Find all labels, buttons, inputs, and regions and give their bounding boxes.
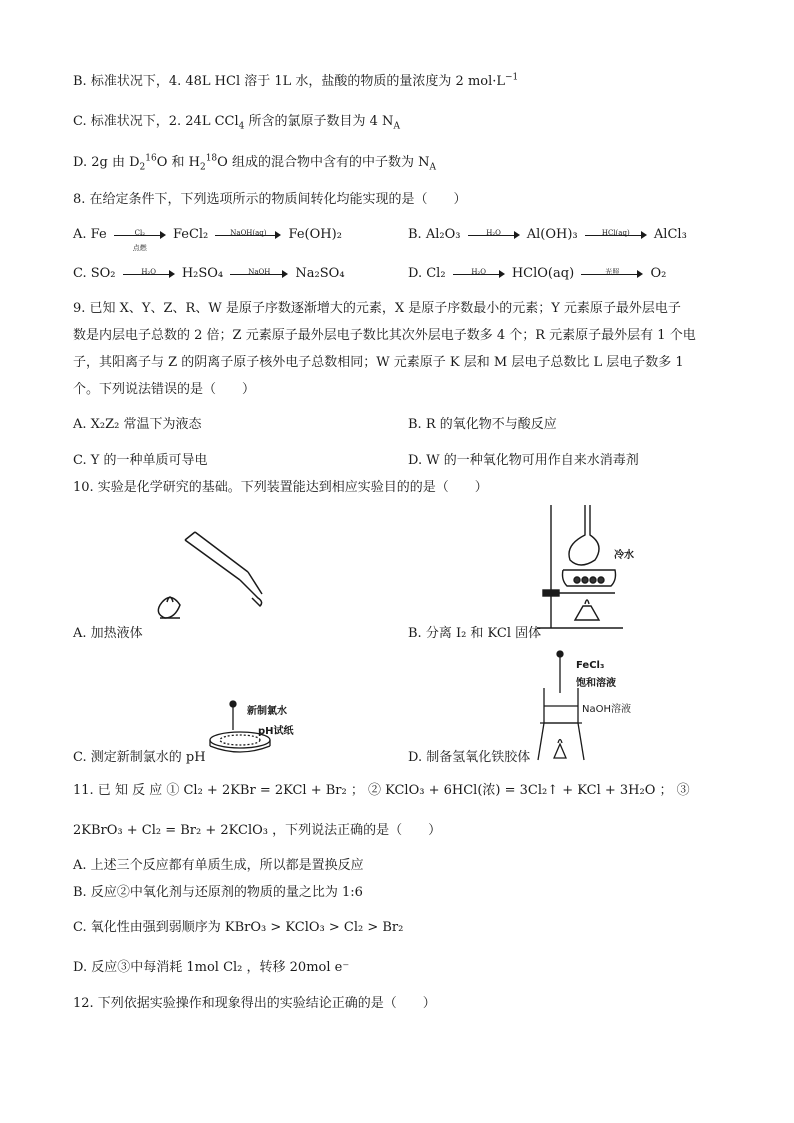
q8-option-a: A. Fe Cl₂ 点燃 FeCl₂ NaOH(aq) Fe(OH)₂ [73,227,342,252]
q10-option-b: B. 分离 I₂ 和 KCl 固体 [408,626,542,641]
reaction-arrow: H₂O [453,267,505,281]
label-fecl3: FeCl₃ [576,660,605,671]
q9-option-a: A. X₂Z₂ 常温下为液态 [73,417,202,432]
q11-stem-line-2: 2KBrO₃ + Cl₂ = Br₂ + 2KClO₃ ，下列说法正确的是（ ） [73,823,442,838]
q7-option-d: D. 2g 由 $D_2^{16}O$ 和 $H_2^{18}O$ 组成的混合物中含有的中子数为 $N_A$ [73,153,436,173]
q9-stem-line-1: 9. 已知 X、Y、Z、R、W 是原子序数逐渐增大的元素，X 是原子序数最小的元素；Y 元素原子最外层电子 [73,301,681,316]
label-naoh-solution: NaOH溶液 [582,704,631,715]
q8-option-c: C. SO₂ H₂O H₂SO₄ NaOH Na₂SO₄ [73,266,345,281]
q7-option-c: C. 标准状况下，2. 24L CCl$_4$ 所含的氯原子数目为 4 $N_A$ [73,114,400,132]
q10-option-c: C. 测定新制氯水的 pH [73,750,206,765]
reaction-arrow: H₂O [123,267,175,281]
q10-stem: 10. 实验是化学研究的基础。下列装置能达到相应实验目的的是（ ） [73,480,488,495]
reaction-arrow: NaOH [230,267,288,281]
reaction-arrow: NaOH(aq) [215,228,281,242]
q9-option-c: C. Y 的一种单质可导电 [73,453,208,468]
q9-option-d: D. W 的一种氧化物可用作自来水消毒剂 [408,453,639,468]
q10-option-a: A. 加热液体 [73,626,143,641]
q9-option-b: B. R 的氧化物不与酸反应 [408,417,557,432]
q11-option-a: A. 上述三个反应都有单质生成，所以都是置换反应 [73,858,364,873]
q12-stem: 12. 下列依据实验操作和现象得出的实验结论正确的是（ ） [73,996,436,1011]
reaction-arrow: HCl(aq) [585,228,647,242]
q7-option-b: B. 标准状况下，4. 48L HCl 溶于 1L 水，盐酸的物质的量浓度为 2 $mol\cdot L^{-1}$ [73,72,519,89]
reaction-arrow: H₂O [468,228,520,242]
q11-option-b: B. 反应②中氧化剂与还原剂的物质的量之比为 1:6 [73,885,363,900]
q8-option-b: B. Al₂O₃ H₂O Al(OH)₃ HCl(aq) AlCl₃ [408,227,687,242]
reaction-arrow: 光照 [581,267,643,281]
q9-stem-line-3: 子，其阳离子与 Z 的阴离子原子核外电子总数相同；W 元素原子 K 层和 M 层电子总数比 L 层电子数多 1 [73,355,684,370]
q8-option-d: D. Cl₂ H₂O HClO(aq) 光照 O₂ [408,266,667,281]
label-chlorine-water: 新制氯水 [247,706,287,717]
q11-option-d: D. 反应③中每消耗 1mol Cl₂ ，转移 20mol e⁻ [73,960,350,975]
q10-option-d: D. 制备氢氧化铁胶体 [408,750,531,765]
q11-option-c: C. 氧化性由强到弱顺序为 KBrO₃ > KClO₃ > Cl₂ > Br₂ [73,920,404,935]
q11-stem-line-1: 11. 已 知 反 应 ① Cl₂ + 2KBr = 2KCl + Br₂ ； ② KClO₃ + 6HCl(浓) = 3Cl₂↑ + KCl + 3H₂O ； ③ [73,783,690,798]
label-ph-paper: pH试纸 [258,726,294,737]
q9-stem-line-2: 数是内层电子总数的 2 倍；Z 元素原子最外层电子数比其次外层电子数多 4 个；R 元素原子最外层有 1 个电 [73,328,696,343]
label-saturated-solution: 饱和溶液 [576,678,616,689]
apparatus-heating-liquid-figure [140,510,270,620]
q9-stem-line-4: 个。下列说法错误的是（ ） [73,382,256,397]
q8-stem: 8. 在给定条件下，下列选项所示的物质间转化均能实现的是（ ） [73,192,467,207]
label-cold-water: 冷水 [614,550,634,561]
apparatus-sublimation-figure [535,500,645,635]
reaction-arrow: Cl₂ 点燃 [114,228,166,242]
